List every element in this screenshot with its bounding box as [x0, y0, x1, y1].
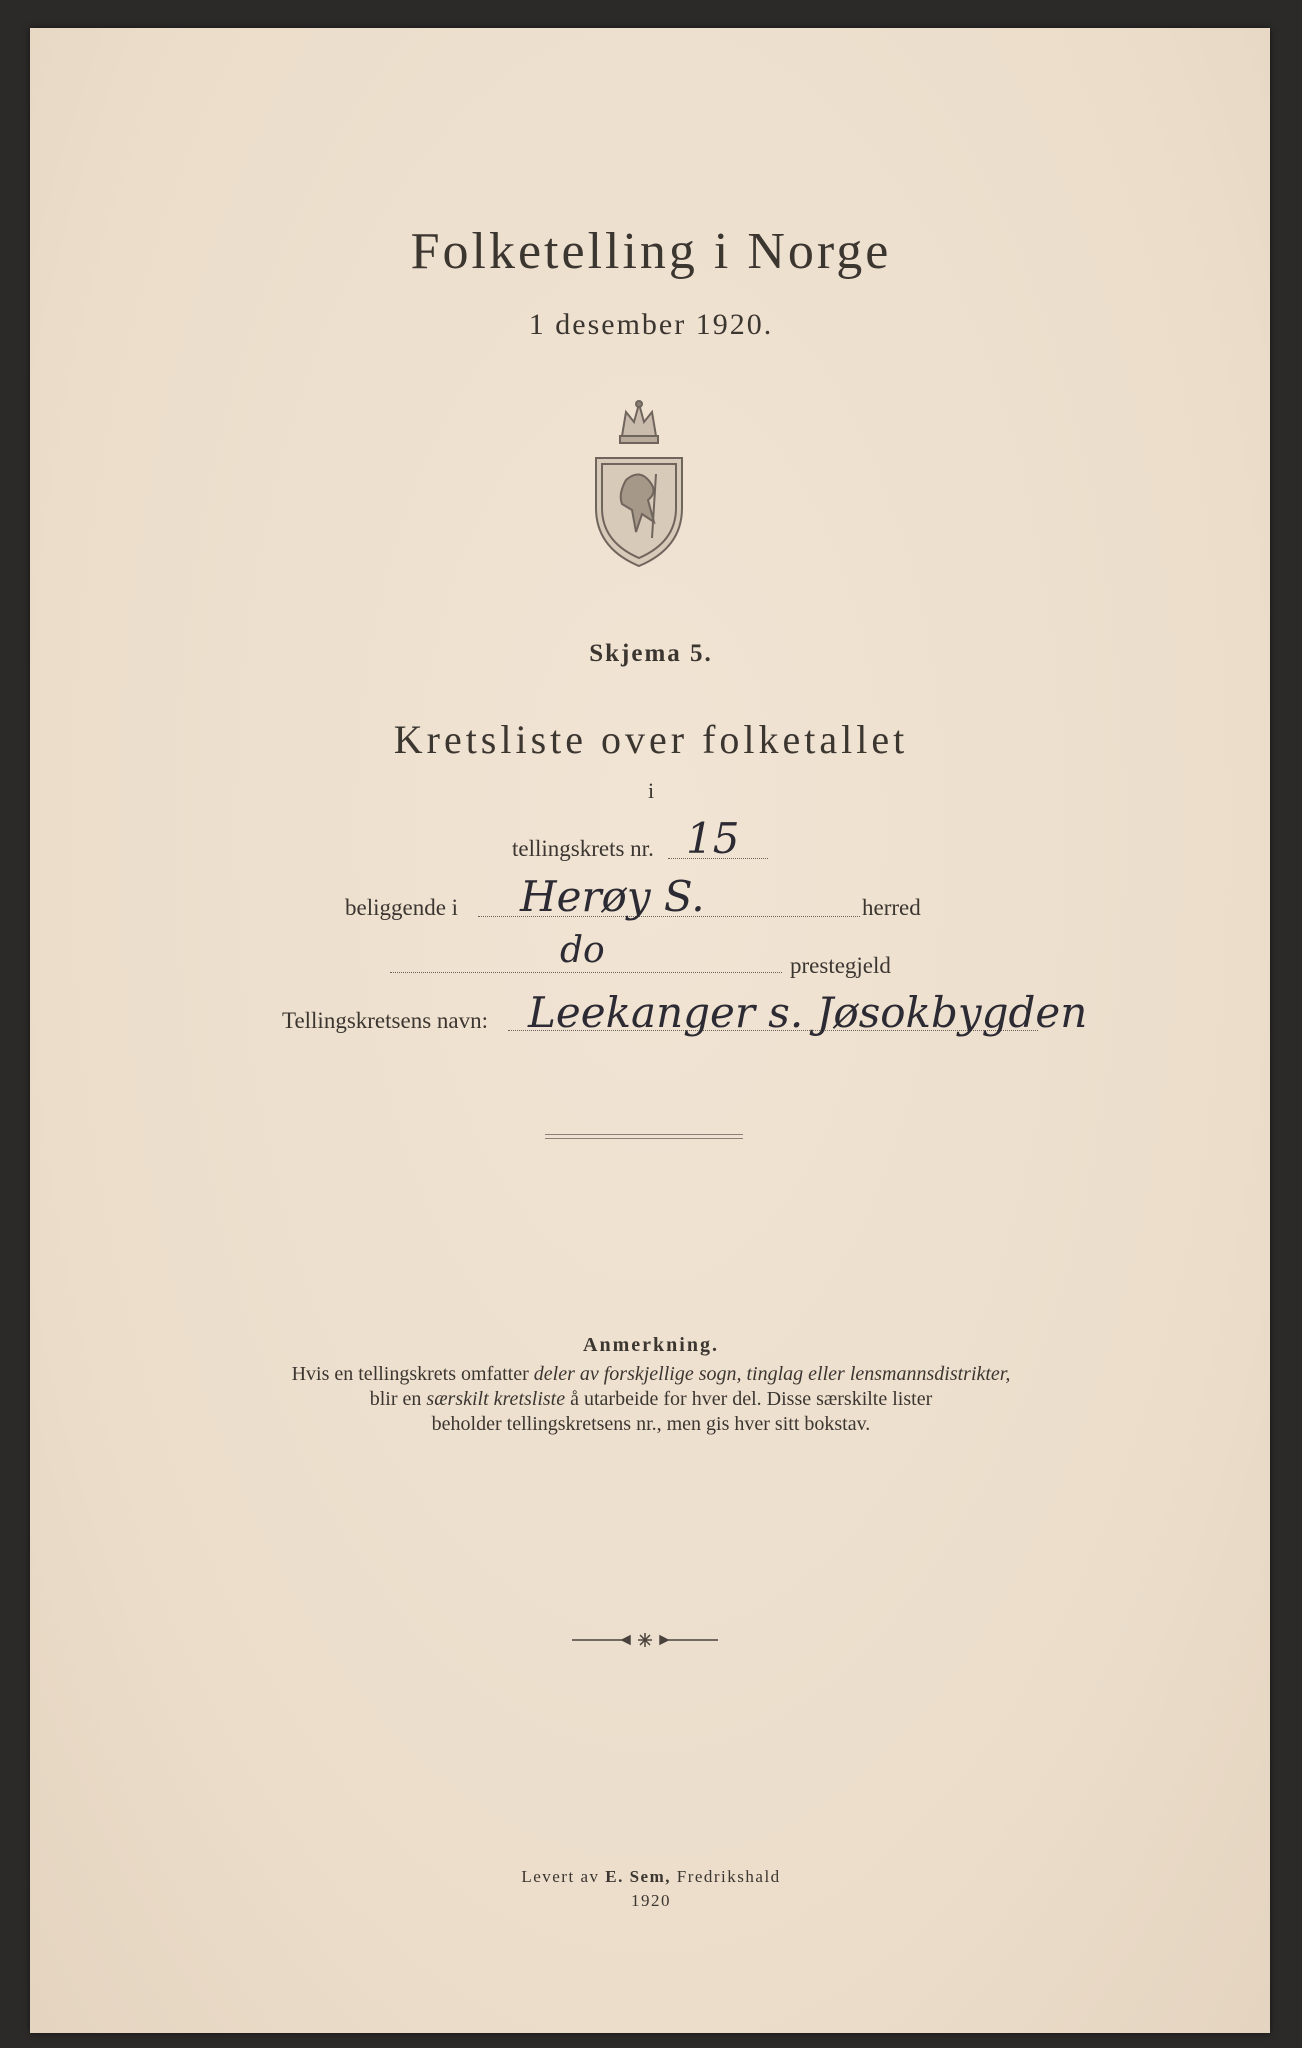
herred-label: herred	[862, 895, 921, 920]
page-title: Folketelling i Norge	[410, 223, 892, 280]
district-number-value: 15	[686, 814, 740, 863]
census-date: 1 desember 1920.	[528, 308, 774, 341]
schema-number: Skjema 5.	[589, 640, 713, 667]
location-value: Herøy S.	[520, 872, 705, 921]
parish-line	[390, 972, 782, 973]
preposition-i: i	[647, 778, 655, 803]
district-name-value: Leekanger s. Jøsokbygden	[528, 988, 1088, 1037]
location-label: beliggende i	[345, 895, 459, 920]
norway-coat-of-arms-icon	[592, 398, 686, 568]
district-number-label: tellingskrets nr.	[512, 836, 654, 861]
note-line-3: beholder tellingskretsens nr., men gis hver sitt bokstav.	[431, 1413, 871, 1435]
note-title: Anmerkning.	[583, 1334, 719, 1356]
printer-year: 1920	[631, 1891, 671, 1910]
note-line-1: Hvis en tellingskrets omfatter deler av forskjellige sogn, tinglag eller lensmannsdistrikter,	[291, 1363, 1011, 1385]
note-line-2: blir en særskilt kretsliste å utarbeide for hver del. Disse særskilte lister	[369, 1388, 933, 1410]
parish-value: do	[560, 930, 605, 971]
printer-credit: Levert av E. Sem, Fredrikshald	[521, 1867, 781, 1886]
parish-label: prestegjeld	[790, 953, 891, 978]
double-divider	[545, 1134, 743, 1139]
form-heading: Kretsliste over folketallet	[393, 717, 909, 762]
district-name-label: Tellingskretsens navn:	[282, 1008, 488, 1033]
ornament-divider	[570, 1630, 720, 1650]
